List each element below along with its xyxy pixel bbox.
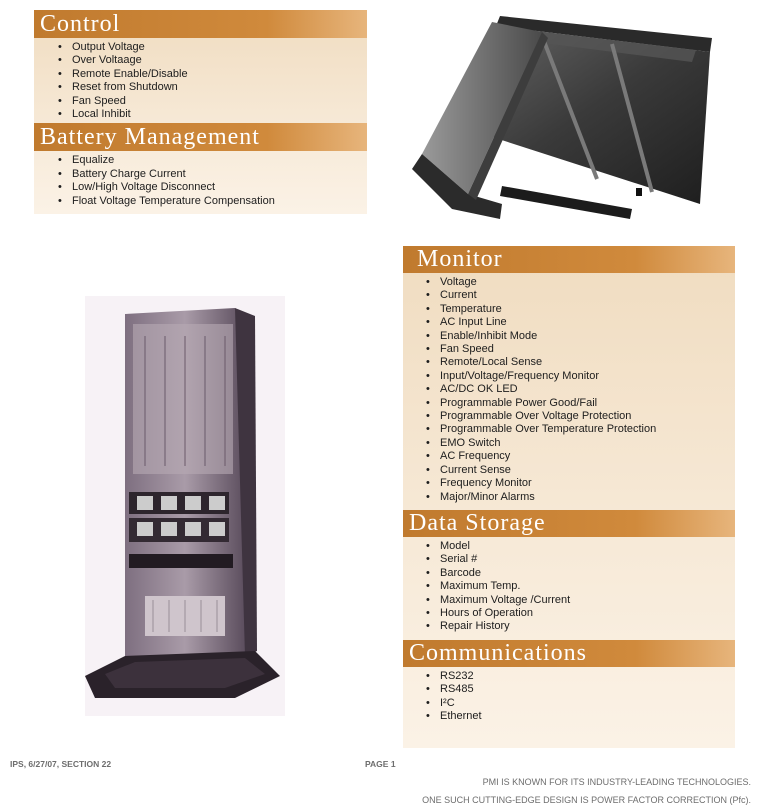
footer-tagline-1: PMI IS KNOWN FOR ITS INDUSTRY-LEADING TECHNOLOGIES. [482, 777, 751, 787]
list-item: • Current [403, 289, 735, 302]
footer-page-number: PAGE 1 [365, 759, 396, 769]
list-item: • Programmable Power Good/Fail [403, 397, 735, 410]
list-item: • Remote Enable/Disable [34, 68, 367, 81]
list-item: • AC/DC OK LED [403, 383, 735, 396]
list-item: • Remote/Local Sense [403, 356, 735, 369]
list-item: • Fan Speed [34, 95, 367, 108]
list-item: • Low/High Voltage Disconnect [34, 181, 367, 194]
list-item: • Maximum Voltage /Current [403, 594, 735, 607]
list-item: • Voltage [403, 276, 735, 289]
list-item: • Programmable Over Temperature Protection [403, 423, 735, 436]
list-item: • Over Voltaage [34, 54, 367, 67]
footer-section-label: IPS, 6/27/07, SECTION 22 [10, 759, 112, 769]
communications-list [403, 667, 735, 730]
monitor-header: Monitor [403, 246, 735, 273]
battery-header: Battery Management [34, 123, 367, 151]
data-storage-header: Data Storage [403, 510, 735, 537]
list-item: • Enable/Inhibit Mode [403, 330, 735, 343]
list-item: • RS485 [403, 683, 735, 696]
list-item: • Maximum Temp. [403, 580, 735, 593]
list-item: • I²C [403, 697, 735, 710]
list-item: • AC Input Line [403, 316, 735, 329]
list-item: • Battery Charge Current [34, 168, 367, 181]
list-item: • Temperature [403, 303, 735, 316]
list-item: • Hours of Operation [403, 607, 735, 620]
list-item: • Serial # [403, 553, 735, 566]
list-item: • Ethernet [403, 710, 735, 723]
communications-header: Communications [403, 640, 735, 667]
list-item: • EMO Switch [403, 437, 735, 450]
list-item: • Programmable Over Voltage Protection [403, 410, 735, 423]
list-item: • RS232 [403, 670, 735, 683]
list-item: • Barcode [403, 567, 735, 580]
control-header: Control [34, 10, 367, 38]
battery-list [34, 151, 367, 214]
data-storage-list [403, 537, 735, 640]
list-item: • Reset from Shutdown [34, 81, 367, 94]
list-item: • Local Inhibit [34, 108, 367, 121]
monitor-storage-comms-panel [403, 246, 735, 748]
list-item: • Input/Voltage/Frequency Monitor [403, 370, 735, 383]
list-item: • AC Frequency [403, 450, 735, 463]
list-item: • Frequency Monitor [403, 477, 735, 490]
list-item: • Major/Minor Alarms [403, 491, 735, 504]
list-item: • Fan Speed [403, 343, 735, 356]
list-item: • Current Sense [403, 464, 735, 477]
list-item: • Model [403, 540, 735, 553]
list-item: • Output Voltage [34, 41, 367, 54]
list-item: • Float Voltage Temperature Compensation [34, 195, 367, 208]
footer-tagline-2: ONE SUCH CUTTING-EDGE DESIGN IS POWER FACTOR CORRECTION (Pfc). [422, 795, 751, 805]
list-item: • Repair History [403, 620, 735, 633]
control-list [34, 38, 367, 127]
monitor-list [403, 273, 735, 510]
power-tower-photo [85, 296, 285, 716]
list-item: • Equalize [34, 154, 367, 167]
control-battery-panel [34, 10, 367, 214]
rack-chassis-photo [392, 4, 737, 224]
